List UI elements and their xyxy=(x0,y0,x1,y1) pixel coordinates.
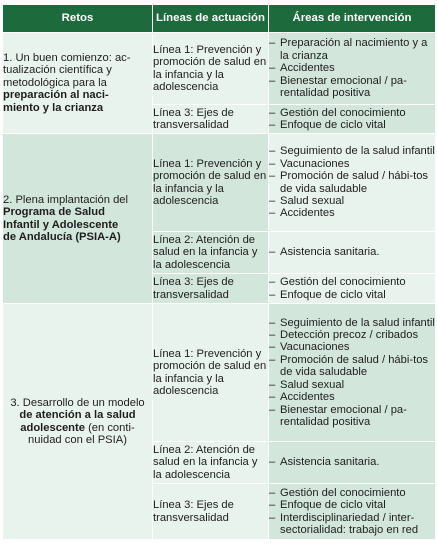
areas-cell xyxy=(269,134,436,232)
areas-cell xyxy=(269,105,436,134)
area-item: – Seguimiento de la salud infantil xyxy=(269,145,435,157)
reto-line: 2. Plena implantación del xyxy=(3,193,129,206)
reto-line: tualización científica y xyxy=(3,64,112,77)
area-item: – Bienestar emocional / pa-rentalidad positiva xyxy=(269,404,435,429)
reto-line: de atención a la salud xyxy=(19,409,136,422)
area-item: – Asistencia sanitaria. xyxy=(269,246,435,258)
linea-cell: Línea 2: Atención de salud en la infancia y la adolescencia xyxy=(153,232,269,274)
areas-cell xyxy=(269,484,436,540)
reto-cell-3 xyxy=(3,304,153,540)
area-item: – Interdisciplinariedad / inter-sectorialidad: trabajo en red xyxy=(269,512,435,537)
areas-cell xyxy=(269,304,436,442)
area-item: – Seguimiento de la salud infantil xyxy=(269,317,435,329)
area-item: – Salud sexual xyxy=(269,379,435,391)
reto-line: de Andalucía (PSIA-A) xyxy=(3,230,121,243)
area-item: – Gestión del conocimiento xyxy=(269,276,435,288)
linea-cell: Línea 3: Ejes de transversalidad xyxy=(153,274,269,304)
area-item: – Detección precoz / cribados xyxy=(269,329,435,341)
area-item: – Preparación al nacimiento y a la crianza xyxy=(269,37,435,62)
area-item: – Vacunaciones xyxy=(269,158,435,170)
area-item: – Enfoque de ciclo vital xyxy=(269,289,435,301)
area-item: – Enfoque de ciclo vital xyxy=(269,499,435,511)
table-row xyxy=(3,33,436,105)
header-row xyxy=(3,5,436,33)
area-item: – Promoción de salud / hábi-tos de vida saludable xyxy=(269,170,435,195)
area-item: – Bienestar emocional / pa-rentalidad positiva xyxy=(269,75,435,100)
area-item: – Promoción de salud / hábi-tos de vida saludable xyxy=(269,354,435,379)
area-item: – Enfoque de ciclo vital xyxy=(269,119,435,131)
area-item: – Accidentes xyxy=(269,207,435,219)
reto-line: miento y la crianza xyxy=(3,101,104,114)
reto-line: (en conti- xyxy=(88,421,135,434)
table-row xyxy=(3,134,436,232)
reto-line: Infantil y Adolescente xyxy=(3,218,119,231)
area-item: – Gestión del conocimiento xyxy=(269,487,435,499)
retos-table xyxy=(2,4,436,540)
reto-line: Programa de Salud xyxy=(3,206,105,219)
reto-line: 3. Desarrollo de un modelo xyxy=(10,396,145,409)
reto-line: adolescente xyxy=(20,421,85,434)
table-body xyxy=(3,33,436,540)
header-retos: Retos xyxy=(3,5,153,33)
linea-cell: Línea 2: Atención de salud en la infancia y la adolescencia xyxy=(153,442,269,484)
header-areas: Áreas de intervención xyxy=(269,5,436,33)
table-row xyxy=(3,304,436,442)
areas-cell xyxy=(269,442,436,484)
reto-line: preparación al naci- xyxy=(3,89,109,102)
reto-line: metodológica para la xyxy=(3,76,107,89)
reto-text-1 xyxy=(3,52,152,114)
area-item: – Asistencia sanitaria. xyxy=(269,456,435,468)
reto-cell-2 xyxy=(3,134,153,304)
area-item: – Salud sexual xyxy=(269,195,435,207)
area-item: – Accidentes xyxy=(269,62,435,74)
linea-cell: Línea 3: Ejes de transversalidad xyxy=(153,484,269,540)
area-item: – Vacunaciones xyxy=(269,341,435,353)
reto-text-2 xyxy=(3,194,152,244)
linea-cell: Línea 3: Ejes de transversalidad xyxy=(153,105,269,134)
areas-cell xyxy=(269,232,436,274)
area-item: – Accidentes xyxy=(269,391,435,403)
reto-cell-1 xyxy=(3,33,153,134)
linea-cell: Línea 1: Prevención y promoción de salud en la infancia y la adolescencia xyxy=(153,304,269,442)
reto-line: 1. Un buen comienzo: ac- xyxy=(3,51,131,64)
area-item: – Gestión del conocimiento xyxy=(269,107,435,119)
reto-text-3 xyxy=(3,397,152,447)
reto-line: nuidad con el PSIA) xyxy=(28,433,127,446)
linea-cell: Línea 1: Prevención y promoción de salud en la infancia y la adolescencia xyxy=(153,33,269,105)
header-lineas: Líneas de actuación xyxy=(153,5,269,33)
linea-cell: Línea 1: Prevención y promoción de salud en la infancia y la adolescencia xyxy=(153,134,269,232)
areas-cell xyxy=(269,33,436,105)
areas-cell xyxy=(269,274,436,304)
